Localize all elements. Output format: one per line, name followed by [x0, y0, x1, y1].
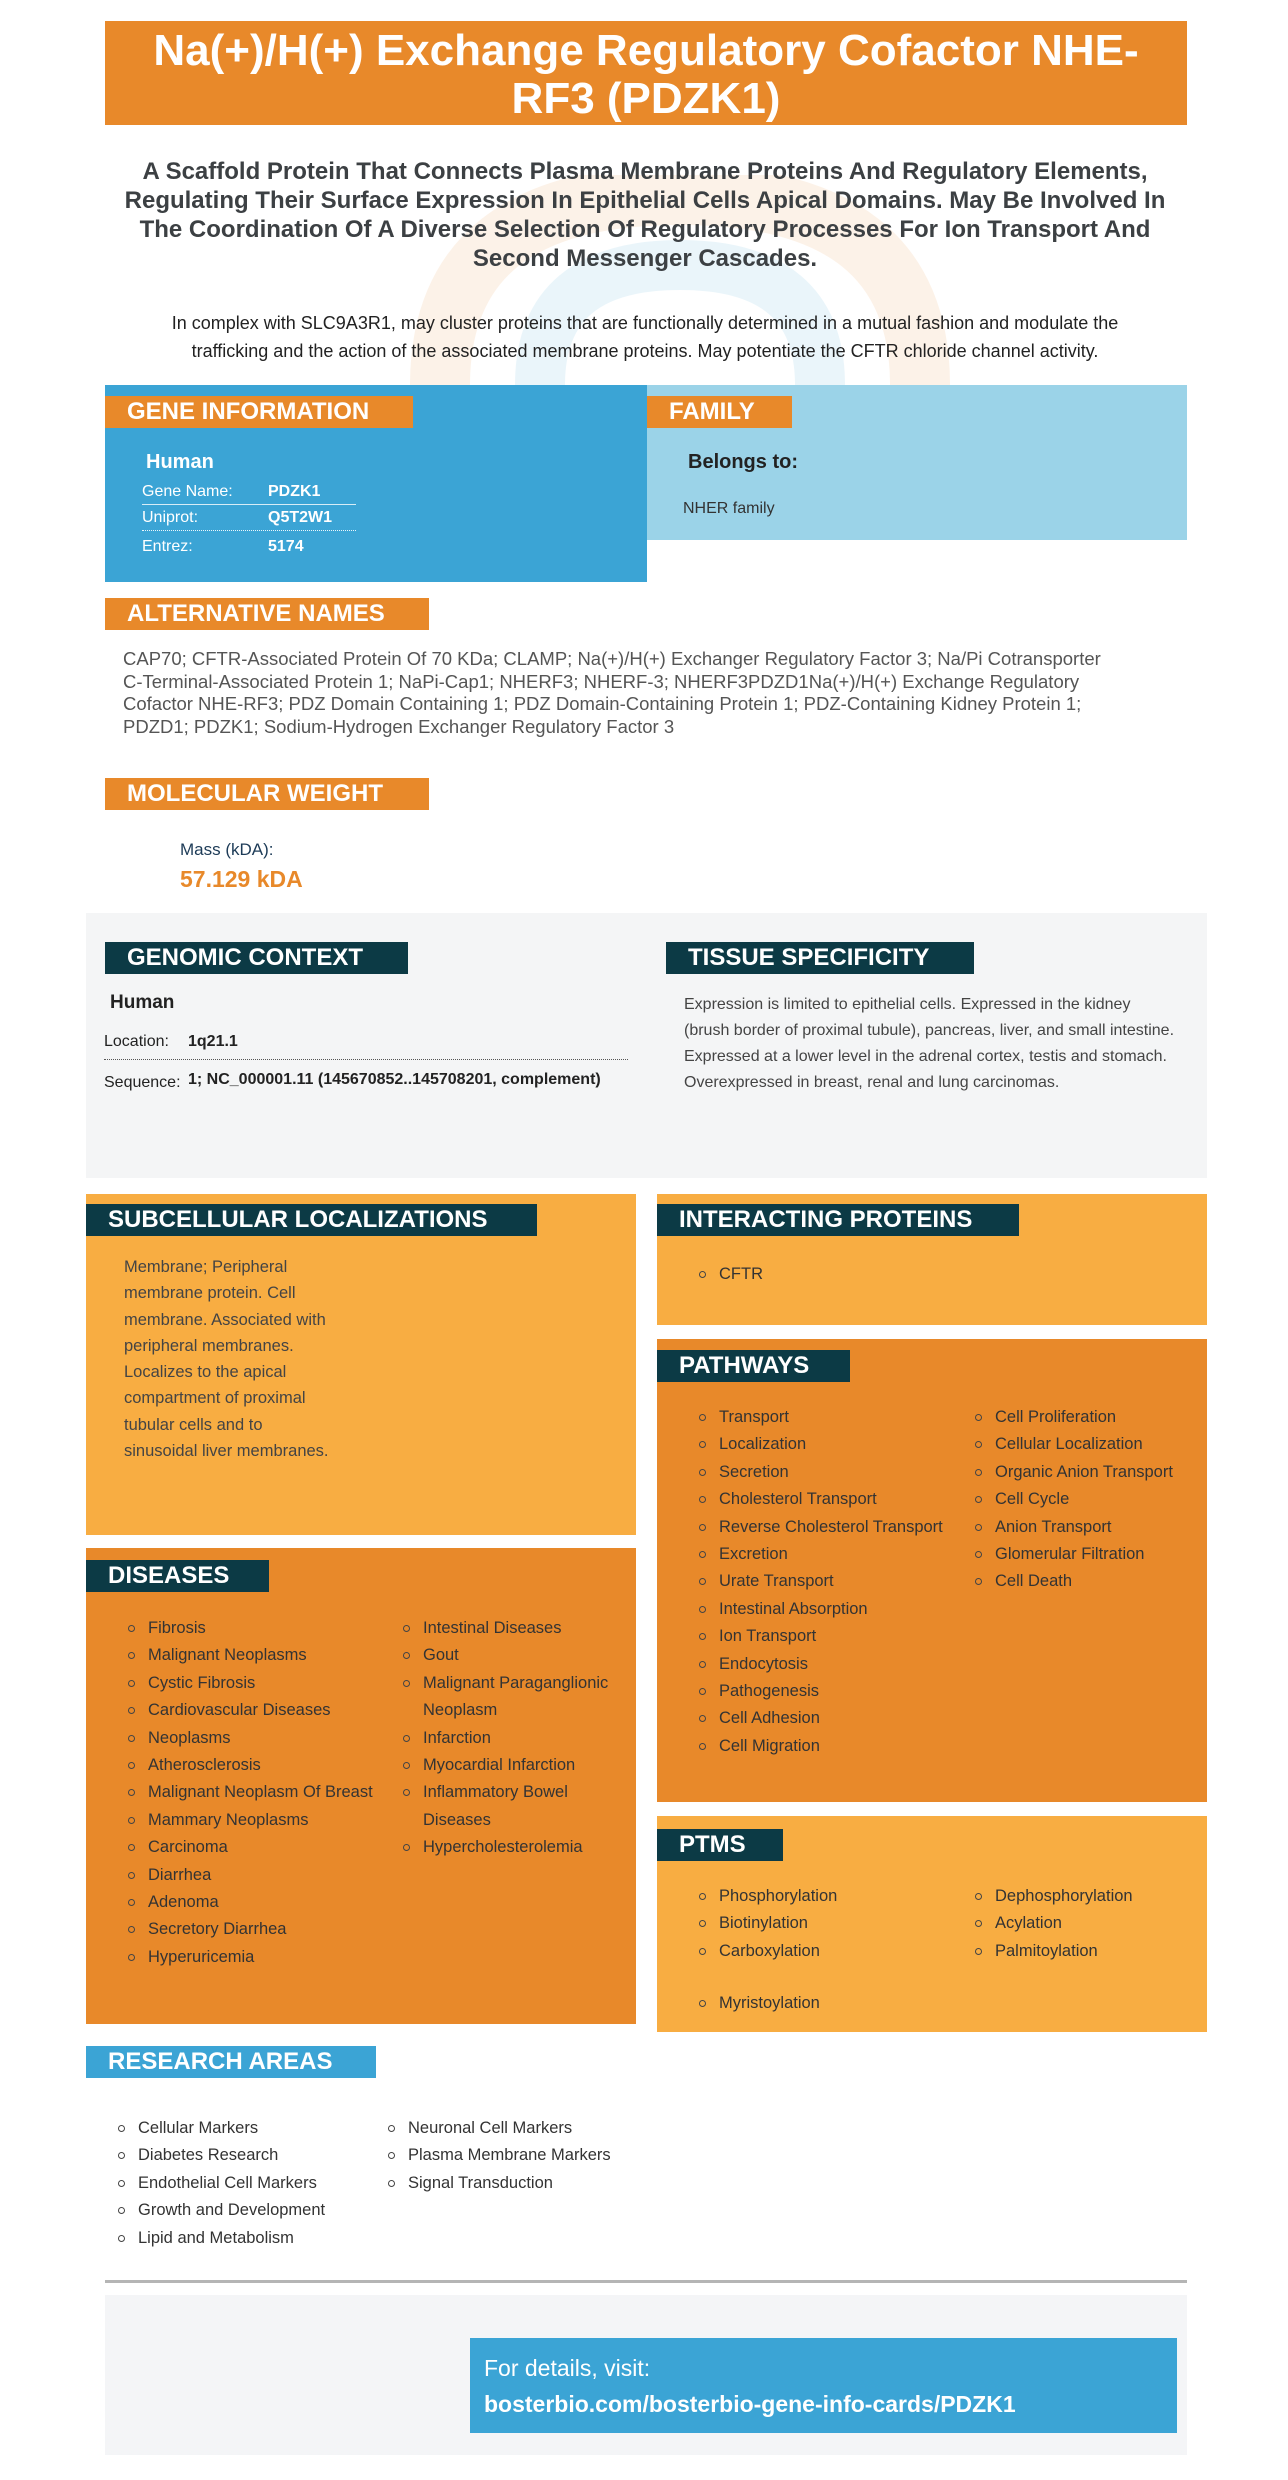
list-item: Hypercholesterolemia — [401, 1834, 616, 1861]
entrez-label: Entrez: — [142, 538, 193, 555]
list-item: Malignant Paraganglionic Neoplasm — [401, 1670, 616, 1725]
molecular-weight-heading: MOLECULAR WEIGHT — [105, 778, 429, 810]
list-item: Acylation — [973, 1910, 1203, 1937]
list-item: Adenoma — [126, 1889, 381, 1916]
sequence-label: Sequence: — [104, 1074, 181, 1091]
list-item: Biotinylation — [697, 1910, 957, 1937]
list-item: Ion Transport — [697, 1623, 957, 1650]
list-item: Signal Transduction — [386, 2170, 686, 2197]
list-item: Growth and Development — [116, 2197, 376, 2224]
list-item: Endocytosis — [697, 1651, 957, 1678]
list-item: Dephosphorylation — [973, 1883, 1203, 1910]
list-item: Intestinal Absorption — [697, 1596, 957, 1623]
list-item: Myristoylation — [697, 1990, 957, 2017]
diseases-list-col2 — [401, 1615, 616, 1862]
entrez-value[interactable]: 5174 — [268, 538, 304, 555]
list-item: Cell Proliferation — [973, 1404, 1203, 1431]
tissue-specificity-heading: TISSUE SPECIFICITY — [666, 942, 974, 974]
ptms-list-extra — [697, 1990, 957, 2017]
list-item: Endothelial Cell Markers — [116, 2170, 376, 2197]
list-item: Cholesterol Transport — [697, 1486, 957, 1513]
list-item: Cell Adhesion — [697, 1705, 957, 1732]
details-prompt: For details, visit: — [484, 2355, 651, 2381]
list-item: Cystic Fibrosis — [126, 1670, 381, 1697]
location-value: 1q21.1 — [188, 1033, 238, 1050]
subcellular-heading: SUBCELLULAR LOCALIZATIONS — [86, 1204, 537, 1236]
gene-name-row — [142, 481, 356, 505]
list-item: Diabetes Research — [116, 2142, 376, 2169]
ptms-heading: PTMS — [657, 1829, 783, 1861]
ptms-list-col2 — [973, 1883, 1203, 1965]
list-item: Reverse Cholesterol Transport — [697, 1514, 957, 1541]
details-link[interactable]: bosterbio.com/bosterbio-gene-info-cards/PDZK1 — [484, 2391, 1016, 2417]
gene-name-value: PDZK1 — [268, 483, 321, 500]
list-item: Secretory Diarrhea — [126, 1916, 381, 1943]
genomic-species: Human — [110, 992, 175, 1013]
list-item: Malignant Neoplasm Of Breast — [126, 1779, 381, 1806]
list-item: Lipid and Metabolism — [116, 2225, 376, 2252]
list-item: Malignant Neoplasms — [126, 1642, 381, 1669]
list-item: Palmitoylation — [973, 1938, 1203, 1965]
list-item: Cell Migration — [697, 1733, 957, 1760]
list-item: Localization — [697, 1431, 957, 1458]
list-item: Intestinal Diseases — [401, 1615, 616, 1642]
list-item: Cell Cycle — [973, 1486, 1203, 1513]
list-item: Secretion — [697, 1459, 957, 1486]
pathways-list-col1 — [697, 1404, 957, 1760]
subcellular-text: Membrane; Peripheral membrane protein. Cell membrane. Associated with peripheral membranes. Localizes to the apical compartment of proximal tubular cells and to sinusoidal liver membranes. — [124, 1258, 329, 1461]
genomic-context-heading: GENOMIC CONTEXT — [105, 942, 408, 974]
entrez-row — [142, 536, 356, 560]
list-item: Glomerular Filtration — [973, 1541, 1203, 1568]
list-item: Carboxylation — [697, 1938, 957, 1965]
list-item: Anion Transport — [973, 1514, 1203, 1541]
tissue-specificity-text: Expression is limited to epithelial cells. Expressed in the kidney (brush border of proximal tubule), pancreas, liver, and small intestine. Expressed at a lower level in the adrenal cortex, testis and stomach. Overexpressed in breast, renal and lung carcinomas. — [684, 996, 1175, 1091]
mass-label: Mass (kDA): — [180, 840, 274, 859]
list-item: Myocardial Infarction — [401, 1752, 616, 1779]
list-item: Transport — [697, 1404, 957, 1431]
alternative-names-text: CAP70; CFTR-Associated Protein Of 70 KDa; CLAMP; Na(+)/H(+) Exchanger Regulatory Factor 3; Na/Pi Cotransporter C-Terminal-Associated Protein 1; NaPi-Cap1; NHERF3; NHERF-3; NHERF3PDZD1Na(+)/H(+) Exchange Regulatory Cofactor NHE-RF3; PDZ Domain Containing 1; PDZ Domain-Containing Protein 1; PDZ-Containing Kidney Protein 1; PDZD1; PDZK1; Sodium-Hydrogen Exchanger Regulatory Factor 3 — [123, 648, 1101, 737]
list-item: Cardiovascular Diseases — [126, 1697, 381, 1724]
uniprot-value[interactable]: Q5T2W1 — [268, 509, 333, 526]
pathways-list-col2 — [973, 1404, 1203, 1596]
list-item: Infarction — [401, 1725, 616, 1752]
diseases-list-col1 — [126, 1615, 381, 1971]
protein-summary: In complex with SLC9A3R1, may cluster proteins that are functionally determined in a mutual fashion and modulate the trafficking and the action of the associated membrane proteins. May potentiate the CFTR chloride channel activity. — [171, 313, 1119, 361]
list-item: Cellular Localization — [973, 1431, 1203, 1458]
uniprot-label: Uniprot: — [142, 509, 199, 526]
list-item: Excretion — [697, 1541, 957, 1568]
list-item: Cell Death — [973, 1568, 1203, 1595]
details-link-box[interactable] — [470, 2338, 1177, 2433]
uniprot-row — [142, 507, 356, 531]
list-item: Neuronal Cell Markers — [386, 2115, 686, 2142]
research-areas-heading: RESEARCH AREAS — [86, 2046, 376, 2078]
list-item: Gout — [401, 1642, 616, 1669]
list-item: Cellular Markers — [116, 2115, 376, 2142]
ptms-list-col1 — [697, 1883, 957, 1965]
research-areas-list-col1 — [116, 2115, 376, 2252]
location-label: Location: — [104, 1033, 169, 1050]
diseases-heading: DISEASES — [86, 1560, 269, 1592]
protein-function-heading: A Scaffold Protein That Connects Plasma Membrane Proteins And Regulatory Elements, Regulating Their Surface Expression In Epithelial Cells Apical Domains. May Be Involved In The Coordination Of A Diverse Selection Of Regulatory Processes For Ion Transport And Second Messenger Cascades. — [124, 158, 1166, 272]
location-row — [104, 1030, 628, 1060]
research-areas-list-col2 — [386, 2115, 686, 2197]
list-item: Neoplasms — [126, 1725, 381, 1752]
list-item: Hyperuricemia — [126, 1944, 381, 1971]
gene-name-label: Gene Name: — [142, 483, 233, 500]
mass-value: 57.129 kDA — [180, 866, 303, 892]
list-item: Mammary Neoplasms — [126, 1807, 381, 1834]
sequence-value: 1; NC_000001.11 (145670852..145708201, complement) — [188, 1071, 601, 1088]
family-belongs-label: Belongs to: — [688, 451, 798, 473]
page-title: Na(+)/H(+) Exchange Regulatory Cofactor NHE-RF3 (PDZK1) — [105, 21, 1187, 125]
interacting-proteins-list — [697, 1261, 997, 1288]
footer-divider — [105, 2280, 1187, 2283]
interacting-proteins-heading: INTERACTING PROTEINS — [657, 1204, 1019, 1236]
gene-species: Human — [146, 451, 214, 473]
list-item: Phosphorylation — [697, 1883, 957, 1910]
list-item: Atherosclerosis — [126, 1752, 381, 1779]
gene-info-heading: GENE INFORMATION — [105, 396, 413, 428]
list-item: Urate Transport — [697, 1568, 957, 1595]
list-item: Pathogenesis — [697, 1678, 957, 1705]
list-item: Inflammatory Bowel Diseases — [401, 1779, 616, 1834]
list-item: CFTR — [697, 1261, 997, 1288]
list-item: Carcinoma — [126, 1834, 381, 1861]
family-value: NHER family — [683, 500, 775, 517]
list-item: Organic Anion Transport — [973, 1459, 1203, 1486]
list-item: Plasma Membrane Markers — [386, 2142, 686, 2169]
pathways-heading: PATHWAYS — [657, 1350, 850, 1382]
list-item: Diarrhea — [126, 1862, 381, 1889]
family-heading: FAMILY — [647, 396, 792, 428]
alternative-names-heading: ALTERNATIVE NAMES — [105, 598, 429, 630]
list-item: Fibrosis — [126, 1615, 381, 1642]
